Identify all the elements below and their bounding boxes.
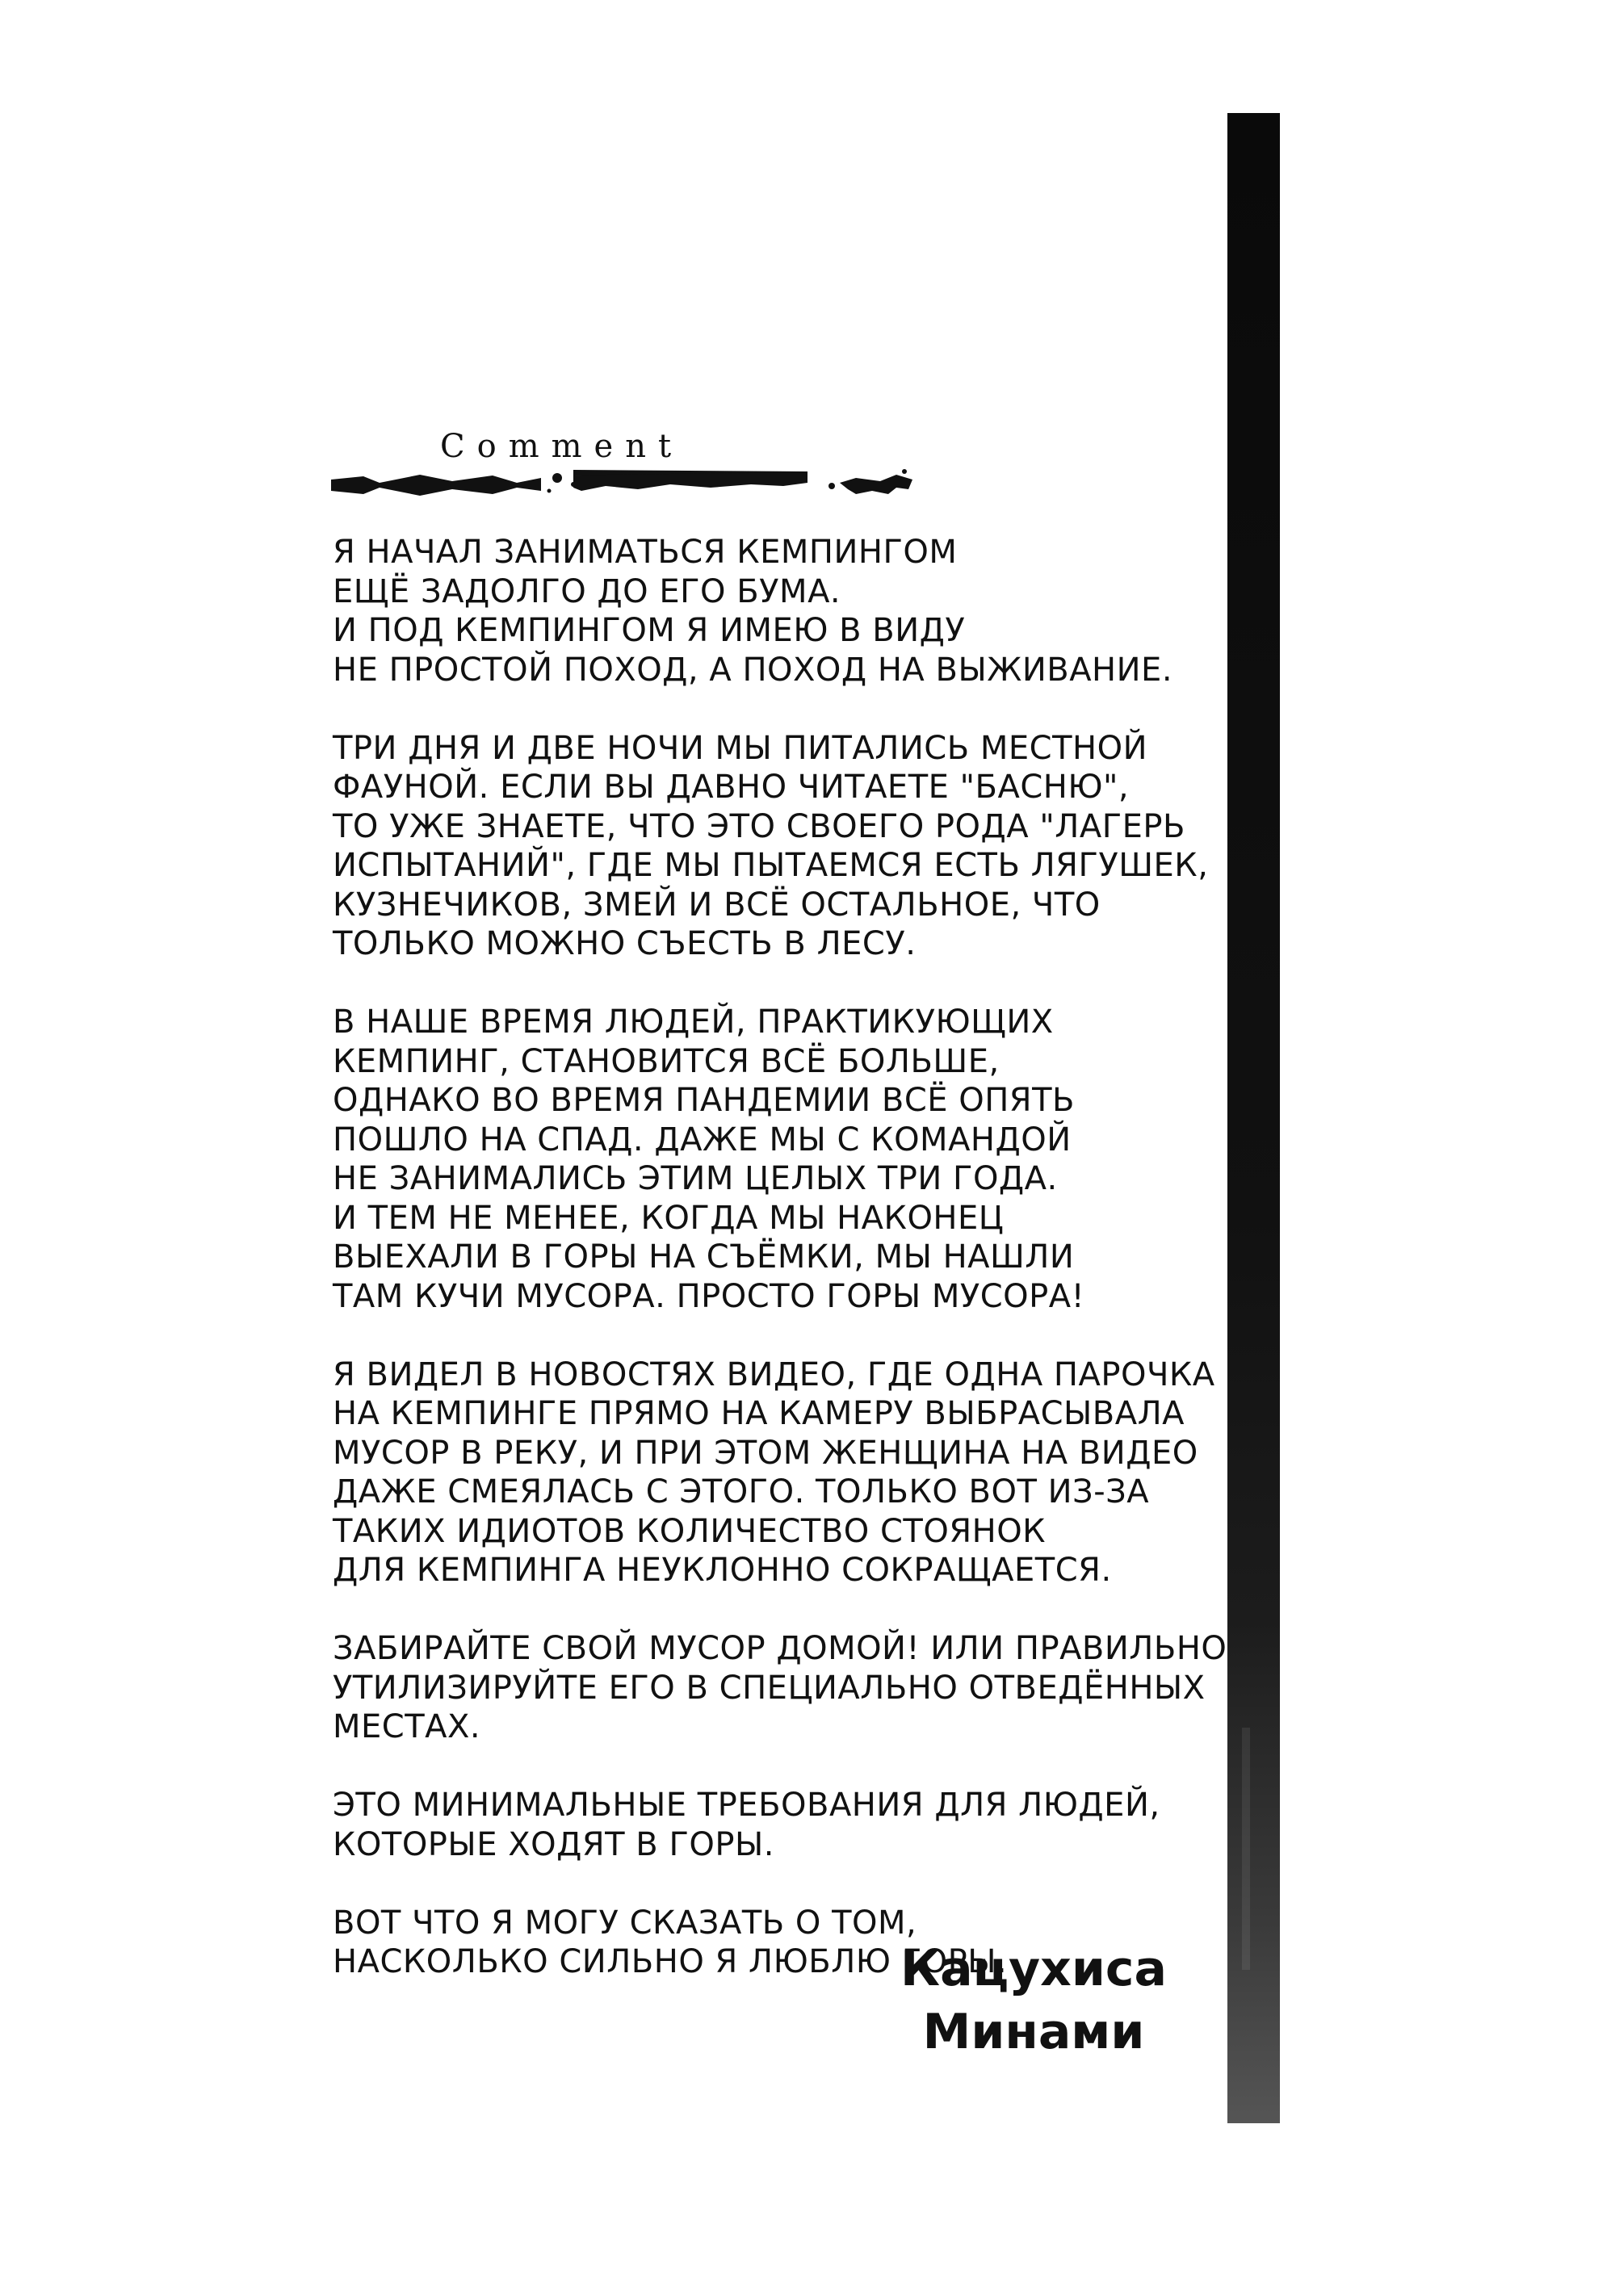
text-line: НА КЕМПИНГЕ ПРЯМО НА КАМЕРУ ВЫБРАСЫВАЛА xyxy=(333,1395,1185,1432)
author-first-name: Кацухиса xyxy=(900,1941,1167,1997)
text-line: В НАШЕ ВРЕМЯ ЛЮДЕЙ, ПРАКТИКУЮЩИХ xyxy=(333,1003,1054,1041)
text-line: КЕМПИНГ, СТАНОВИТСЯ ВСЁ БОЛЬШЕ, xyxy=(333,1042,1000,1080)
text-line: ВЫЕХАЛИ В ГОРЫ НА СЪЁМКИ, МЫ НАШЛИ xyxy=(333,1238,1075,1276)
text-line: ФАУНОЙ. ЕСЛИ ВЫ ДАВНО ЧИТАЕТЕ "БАСНЮ", xyxy=(333,769,1130,806)
text-line: ДАЖЕ СМЕЯЛАСЬ С ЭТОГО. ТОЛЬКО ВОТ ИЗ-ЗА xyxy=(333,1473,1150,1510)
text-line: И ПОД КЕМПИНГОМ Я ИМЕЮ В ВИДУ xyxy=(333,612,966,649)
text-line: МУСОР В РЕКУ, И ПРИ ЭТОМ ЖЕНЩИНА НА ВИДЕО xyxy=(333,1434,1198,1472)
paragraph-3 xyxy=(333,1003,1205,1316)
text-line: КОТОРЫЕ ХОДЯТ В ГОРЫ. xyxy=(333,1825,774,1863)
side-black-bar xyxy=(1227,113,1280,2123)
paragraph-6 xyxy=(333,1786,1205,1864)
text-line: ОДНАКО ВО ВРЕМЯ ПАНДЕМИИ ВСЁ ОПЯТЬ xyxy=(333,1082,1075,1119)
text-line: Я ВИДЕЛ В НОВОСТЯХ ВИДЕО, ГДЕ ОДНА ПАРОЧКА xyxy=(333,1355,1215,1393)
text-line: ЭТО МИНИМАЛЬНЫЕ ТРЕБОВАНИЯ ДЛЯ ЛЮДЕЙ, xyxy=(333,1787,1160,1824)
bar-streak xyxy=(1242,1728,1250,1970)
comment-header xyxy=(331,428,912,501)
comment-title: Comment xyxy=(440,428,684,465)
text-line: ВОТ ЧТО Я МОГУ СКАЗАТЬ О ТОМ, xyxy=(333,1904,917,1942)
author-last-name: Минами xyxy=(922,2004,1145,2060)
text-line: Я НАЧАЛ ЗАНИМАТЬСЯ КЕМПИНГОМ xyxy=(333,534,958,571)
text-line: НЕ ПРОСТОЙ ПОХОД, А ПОХОД НА ВЫЖИВАНИЕ. xyxy=(333,651,1173,689)
paragraph-5 xyxy=(333,1629,1227,1747)
text-line: МЕСТАХ. xyxy=(333,1708,481,1745)
text-line: КУЗНЕЧИКОВ, ЗМЕЙ И ВСЁ ОСТАЛЬНОЕ, ЧТО xyxy=(333,886,1101,924)
text-line: ПОШЛО НА СПАД. ДАЖЕ МЫ С КОМАНДОЙ xyxy=(333,1121,1072,1158)
comment-body xyxy=(333,533,1227,2021)
text-line: ИСПЫТАНИЙ", ГДЕ МЫ ПЫТАЕМСЯ ЕСТЬ ЛЯГУШЕК, xyxy=(333,847,1209,884)
comment-rule-decoration xyxy=(331,467,912,501)
text-line: УТИЛИЗИРУЙТЕ ЕГО В СПЕЦИАЛЬНО ОТВЕДЁННЫХ xyxy=(333,1669,1206,1707)
text-line: И ТЕМ НЕ МЕНЕЕ, КОГДА МЫ НАКОНЕЦ xyxy=(333,1199,1005,1237)
paragraph-4 xyxy=(333,1355,1215,1590)
text-line: ТРИ ДНЯ И ДВЕ НОЧИ МЫ ПИТАЛИСЬ МЕСТНОЙ xyxy=(333,729,1147,767)
text-line: ТАКИХ ИДИОТОВ КОЛИЧЕСТВО СТОЯНОК xyxy=(333,1512,1047,1550)
paragraph-2 xyxy=(333,729,1209,964)
text-line: ЕЩЁ ЗАДОЛГО ДО ЕГО БУМА. xyxy=(333,572,841,610)
text-line: ЗАБИРАЙТЕ СВОЙ МУСОР ДОМОЙ! ИЛИ ПРАВИЛЬНО xyxy=(333,1630,1227,1667)
author-signature xyxy=(872,1938,1195,2063)
paragraph-1 xyxy=(333,533,1205,689)
text-line: НАСКОЛЬКО СИЛЬНО Я ЛЮБЛЮ ГОРЫ. xyxy=(333,1943,1008,1980)
text-line: ТО УЖЕ ЗНАЕТЕ, ЧТО ЭТО СВОЕГО РОДА "ЛАГЕРЬ xyxy=(333,807,1185,845)
text-line: ТАМ КУЧИ МУСОРА. ПРОСТО ГОРЫ МУСОРА! xyxy=(333,1277,1085,1315)
text-line: ДЛЯ КЕМПИНГА НЕУКЛОННО СОКРАЩАЕТСЯ. xyxy=(333,1552,1112,1589)
text-line: НЕ ЗАНИМАЛИСЬ ЭТИМ ЦЕЛЫХ ТРИ ГОДА. xyxy=(333,1160,1058,1197)
text-line: ТОЛЬКО МОЖНО СЪЕСТЬ В ЛЕСУ. xyxy=(333,925,917,962)
